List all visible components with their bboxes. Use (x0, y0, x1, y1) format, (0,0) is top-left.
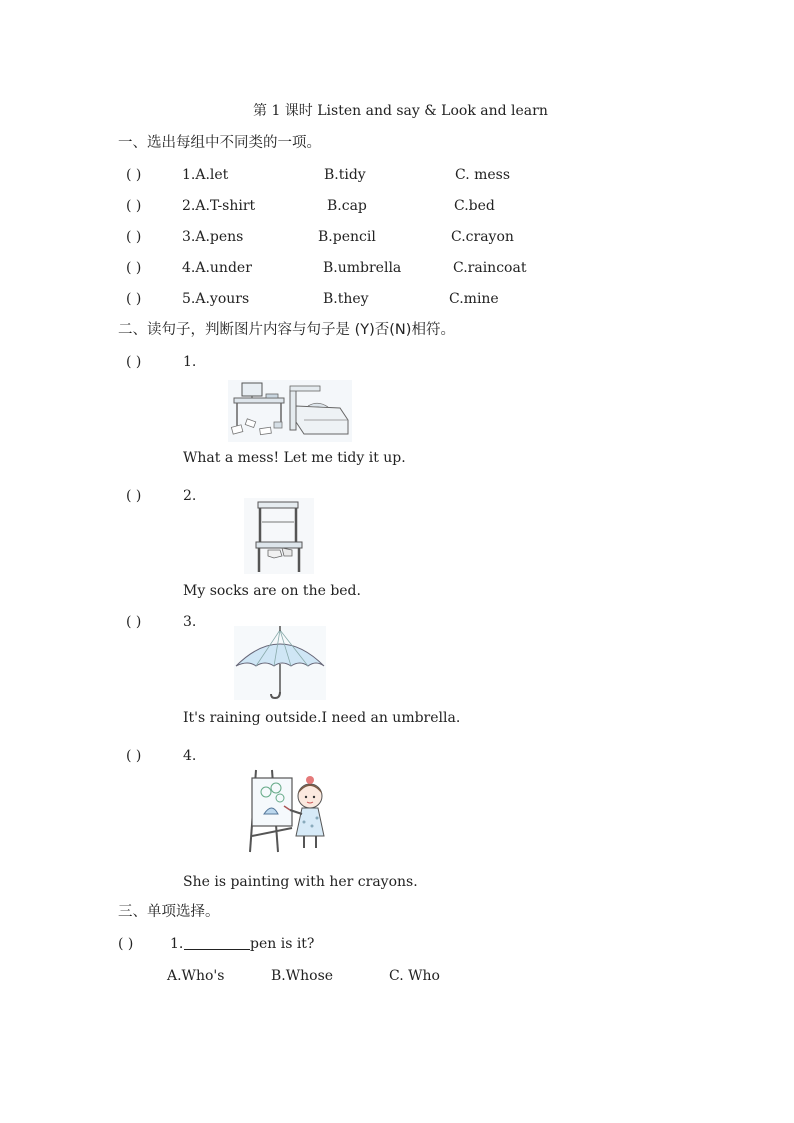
option-a: 5.A.yours (182, 291, 250, 307)
option-c: C.bed (454, 198, 495, 214)
option-c: C.mine (449, 291, 499, 307)
section2-heading: 二、读句子，判断图片内容与句子是 (Y)否(N)相符。 (118, 322, 455, 338)
sentence: She is painting with her crayons. (183, 874, 418, 890)
answer-bracket[interactable]: ( ) (126, 167, 142, 183)
page-title: 第 1 课时 Listen and say & Look and learn (253, 103, 548, 119)
chair-with-socks-icon (244, 498, 314, 574)
option-b: B.umbrella (323, 260, 402, 276)
fill-blank[interactable] (184, 936, 250, 954)
question-number: 3. (183, 614, 197, 630)
question-number: 4. (183, 748, 197, 764)
section1-heading: 一、选出每组中不同类的一项。 (118, 135, 321, 151)
question-stem: pen is it? (250, 936, 315, 952)
option-b: B.pencil (318, 229, 376, 245)
option-c: C.crayon (451, 229, 514, 245)
messy-room-icon (228, 380, 352, 442)
sentence: What a mess! Let me tidy it up. (183, 450, 406, 466)
answer-bracket[interactable]: ( ) (126, 291, 142, 307)
option-a: 2.A.T-shirt (182, 198, 256, 214)
answer-bracket[interactable]: ( ) (118, 936, 134, 952)
sentence: My socks are on the bed. (183, 583, 361, 599)
answer-bracket[interactable]: ( ) (126, 748, 142, 764)
sentence: It's raining outside.I need an umbrella. (183, 710, 461, 726)
answer-bracket[interactable]: ( ) (126, 488, 142, 504)
section3-heading: 三、单项选择。 (118, 904, 220, 920)
option-b: B.they (323, 291, 369, 307)
answer-bracket[interactable]: ( ) (126, 260, 142, 276)
question-number: 1. (183, 354, 197, 370)
option-c: C. mess (455, 167, 511, 183)
option-c: C. Who (389, 968, 440, 984)
question-number: 2. (183, 488, 197, 504)
umbrella-icon (234, 626, 326, 700)
option-a: A.Who's (167, 968, 225, 984)
option-b: B.Whose (271, 968, 334, 984)
girl-painting-icon (246, 766, 332, 854)
question-number: 1. (170, 936, 184, 952)
option-c: C.raincoat (453, 260, 527, 276)
answer-bracket[interactable]: ( ) (126, 614, 142, 630)
option-b: B.cap (327, 198, 367, 214)
option-a: 4.A.under (182, 260, 252, 276)
answer-bracket[interactable]: ( ) (126, 354, 142, 370)
option-a: 1.A.let (182, 167, 229, 183)
answer-bracket[interactable]: ( ) (126, 229, 142, 245)
answer-bracket[interactable]: ( ) (126, 198, 142, 214)
option-a: 3.A.pens (182, 229, 244, 245)
option-b: B.tidy (324, 167, 366, 183)
